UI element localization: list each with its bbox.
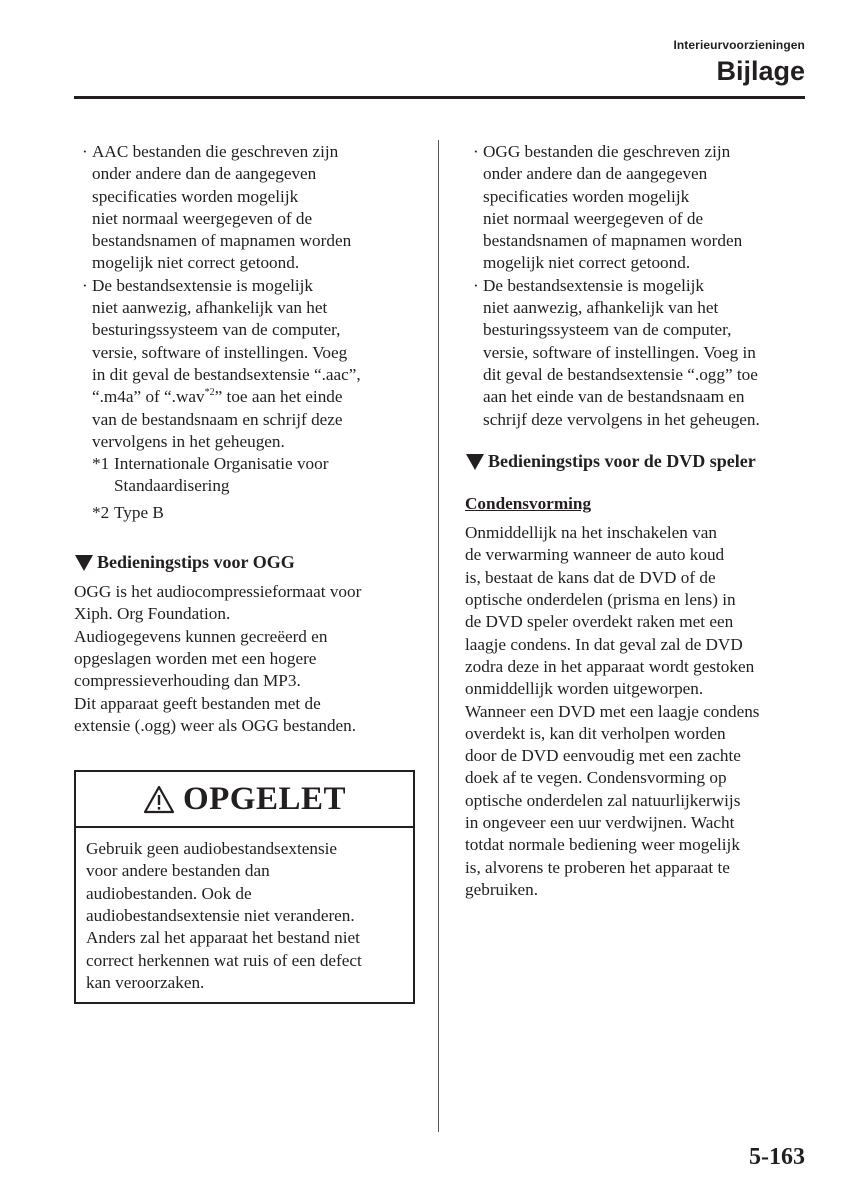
text-line: zodra deze in het apparaat wordt gestoken (465, 656, 755, 676)
text-line: De bestandsextensie is mogelijk (92, 275, 314, 295)
text-line: de verwarming wanneer de auto koud (465, 545, 725, 565)
dvd-heading (465, 449, 810, 473)
caution-box (74, 770, 415, 1004)
right-column (465, 141, 810, 901)
bullet-dot: · (473, 142, 479, 161)
text-line: is, bestaat de kans dat de DVD of de (465, 567, 716, 587)
text-line: doek af te vegen. Condensvorming op (465, 768, 727, 788)
text-line: overdekt is, kan dit verholpen worden (465, 723, 726, 743)
text-line: besturingssysteem van de computer, (92, 320, 341, 340)
caution-header (76, 772, 413, 828)
footnote (92, 453, 419, 498)
footnote-mark: *2 (92, 502, 110, 522)
dvd-paragraph (465, 522, 810, 901)
text-line: in ongeveer een uur verdwijnen. Wacht (465, 813, 735, 833)
text-fragment: “.m4a” of “.wav (92, 387, 205, 407)
list-item (74, 141, 419, 275)
footnote-mark: *1 (92, 454, 110, 474)
bullet-dot: · (82, 142, 88, 161)
warning-triangle-icon (143, 785, 175, 814)
column-divider (438, 140, 439, 1132)
text-line: aan het einde van de bestandsnaam en (483, 387, 745, 407)
text-line: in dit geval de bestandsextensie “.aac”, (92, 364, 361, 384)
text-line: OGG is het audiocompressieformaat voor (74, 582, 362, 602)
text-line: onmiddellijk worden uitgeworpen. (465, 679, 704, 699)
text-line: Wanneer een DVD met een laagje condens (465, 701, 760, 721)
caution-body (76, 828, 413, 1002)
text-line: AAC bestanden die geschreven zijn (92, 142, 339, 161)
text-line: besturingssysteem van de computer, (483, 320, 732, 340)
text-line: voor andere bestanden dan (86, 861, 270, 881)
section-title: Interieurvoorzieningen (673, 38, 805, 52)
left-column (74, 141, 419, 1004)
text-line: totdat normale bediening weer mogelijk (465, 835, 740, 855)
chapter-title: Bijlage (716, 56, 805, 86)
text-line: Dit apparaat geeft bestanden met de (74, 693, 321, 713)
text-line: vervolgens in het geheugen. (92, 431, 285, 451)
heading-text: Bedieningstips voor OGG (97, 552, 295, 573)
page-number: 5-163 (749, 1144, 805, 1170)
text-line: Standaardisering (114, 476, 230, 496)
list-item (74, 275, 419, 453)
text-line: Xiph. Org Foundation. (74, 604, 231, 624)
right-bullet-list (465, 141, 810, 431)
text-line: Audiogegevens kunnen gecreëerd en (74, 626, 328, 646)
heading-text: Bedieningstips voor de DVD speler (488, 450, 756, 471)
text-line: mogelijk niet correct getoond. (483, 253, 691, 273)
text-line: Anders zal het apparaat het bestand niet (86, 928, 360, 948)
left-bullet-list (74, 141, 419, 453)
text-line: correct herkennen wat ruis of een defect (86, 950, 362, 970)
triangle-down-icon (465, 451, 485, 471)
footnote-ref: *2 (204, 386, 215, 398)
text-line: onder andere dan de aangegeven (483, 164, 708, 184)
text-line: De bestandsextensie is mogelijk (483, 275, 705, 295)
bullet-dot: · (82, 275, 88, 295)
text-line: dit geval de bestandsextensie “.ogg” toe (483, 364, 758, 384)
text-line: versie, software of instellingen. Voeg in (483, 342, 756, 362)
text-line: mogelijk niet correct getoond. (92, 253, 300, 273)
text-line: Internationale Organisatie voor (114, 454, 329, 474)
condensation-subheading: Condensvorming (465, 493, 592, 513)
text-line: onder andere dan de aangegeven (92, 164, 317, 184)
text-line: bestandsnamen of mapnamen worden (92, 231, 352, 251)
text-line: Type B (114, 502, 164, 522)
text-line: gebruiken. (465, 879, 539, 899)
text-line: niet normaal weergegeven of de (483, 208, 704, 228)
text-line: specificaties worden mogelijk (92, 186, 299, 206)
text-line: audiobestanden. Ook de (86, 883, 252, 903)
text-line: Onmiddellijk na het inschakelen van (465, 523, 718, 543)
text-line: optische onderdelen zal natuurlijkerwijs (465, 790, 741, 810)
text-line: audiobestandsextensie niet veranderen. (86, 906, 355, 926)
text-line: extensie (.ogg) weer als OGG bestanden. (74, 715, 357, 735)
ogg-paragraph (74, 581, 419, 737)
text-line: optische onderdelen (prisma en lens) in (465, 590, 736, 610)
text-line: specificaties worden mogelijk (483, 186, 690, 206)
text-line: versie, software of instellingen. Voeg (92, 342, 348, 362)
triangle-down-icon (74, 552, 94, 572)
text-line: Gebruik geen audiobestandsextensie (86, 839, 338, 859)
header-rule (74, 96, 805, 99)
text-line (92, 386, 419, 408)
text-line: OGG bestanden die geschreven zijn (483, 142, 731, 161)
footnotes (74, 453, 419, 524)
caution-title: OPGELET (182, 780, 347, 817)
ogg-heading (74, 550, 419, 574)
footnote (92, 502, 419, 524)
text-line: schrijf deze vervolgens in het geheugen. (483, 409, 760, 429)
text-line: niet normaal weergegeven of de (92, 208, 313, 228)
text-line: de DVD speler overdekt raken met een (465, 612, 734, 632)
text-line: opgeslagen worden met een hogere (74, 648, 317, 668)
list-item (465, 141, 810, 275)
bullet-dot: · (473, 275, 479, 295)
text-line: niet aanwezig, afhankelijk van het (483, 298, 719, 318)
text-line: bestandsnamen of mapnamen worden (483, 231, 743, 251)
text-line: niet aanwezig, afhankelijk van het (92, 298, 328, 318)
text-line: compressieverhouding dan MP3. (74, 671, 301, 691)
text-line: van de bestandsnaam en schrijf deze (92, 409, 343, 429)
text-line: door de DVD eenvoudig met een zachte (465, 746, 741, 766)
list-item (465, 275, 810, 431)
text-line: laagje condens. In dat geval zal de DVD (465, 634, 743, 654)
text-line: is, alvorens te proberen het apparaat te (465, 857, 730, 877)
text-line: kan veroorzaken. (86, 972, 205, 992)
text-fragment: ” toe aan het einde (214, 387, 343, 407)
